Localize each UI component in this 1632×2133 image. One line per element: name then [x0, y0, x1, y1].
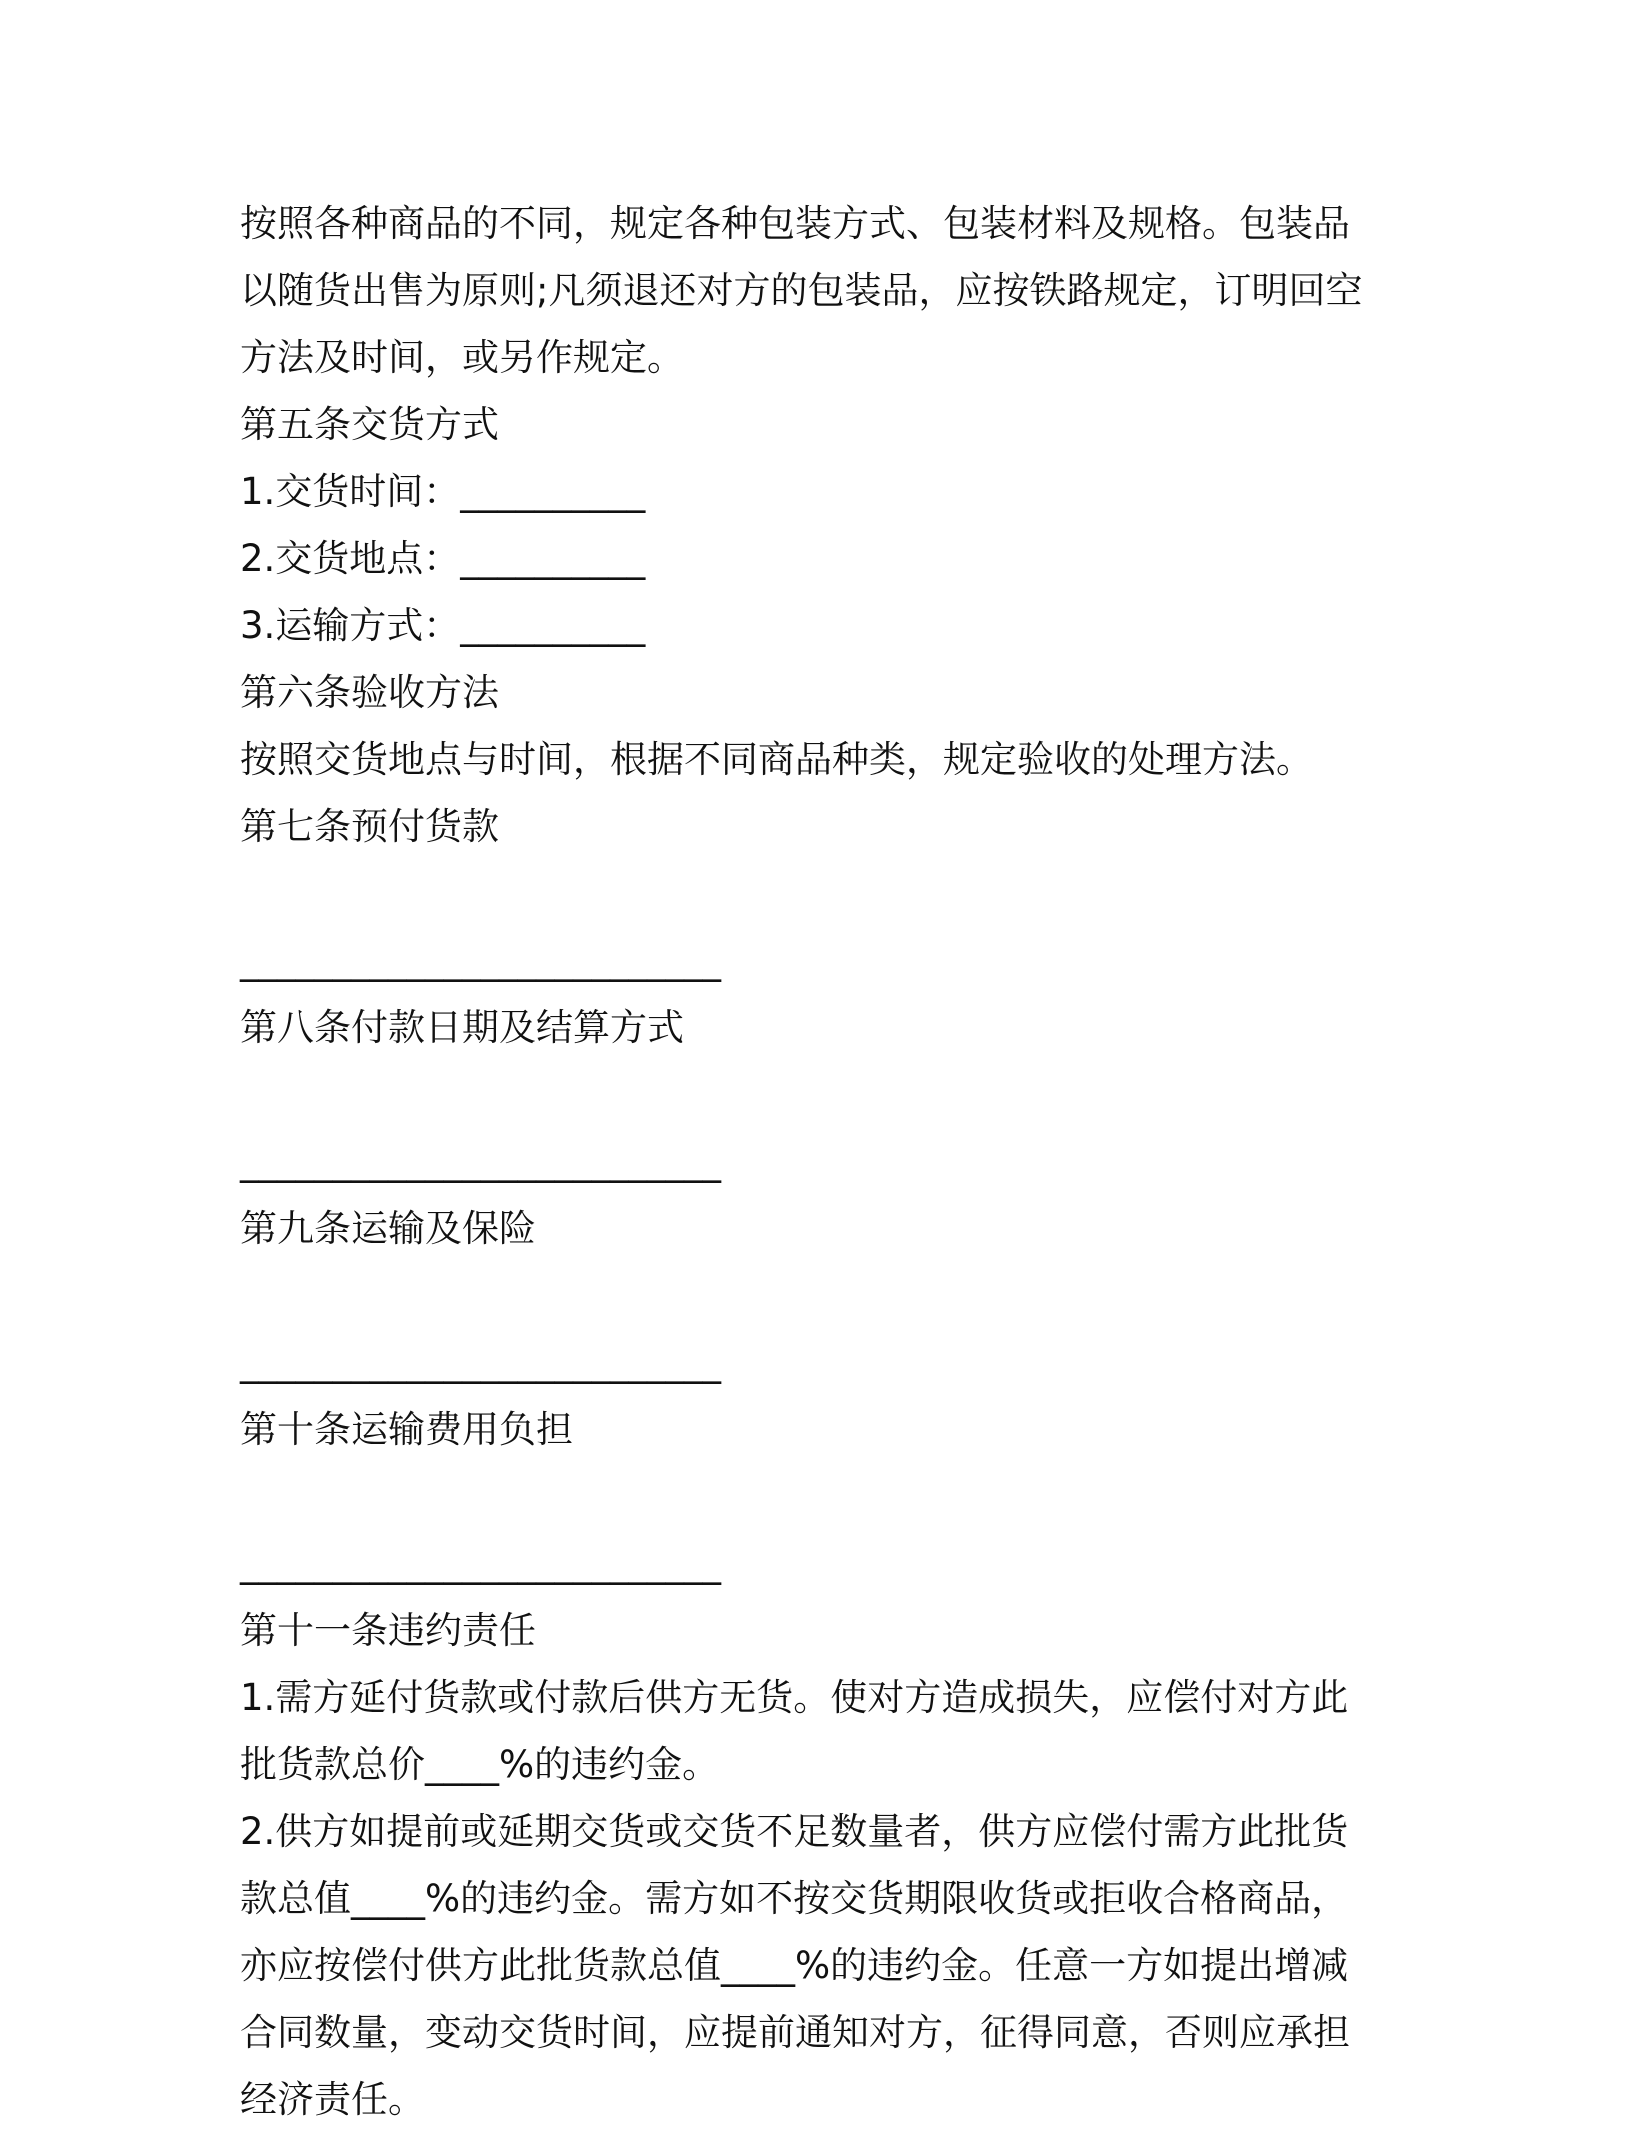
- paragraph-line: 以随货出售为原则;凡须退还对方的包装品，应按铁路规定，订明回空: [240, 269, 1363, 312]
- section-heading: 第七条预付货款: [240, 805, 499, 848]
- paragraph-line: 方法及时间，或另作规定。: [240, 336, 684, 379]
- paragraph-line: 合同数量，变动交货时间，应提前通知对方，征得同意，否则应承担: [240, 2011, 1350, 2054]
- list-item: 2.供方如提前或延期交货或交货不足数量者，供方应偿付需方此批货: [240, 1810, 1349, 1853]
- fill-in-blank: __________________________: [240, 1140, 721, 1183]
- section-heading: 第五条交货方式: [240, 403, 499, 446]
- section-heading: 第八条付款日期及结算方式: [240, 1006, 684, 1049]
- document-body: [240, 190, 1390, 2133]
- paragraph-line: 亦应按偿付供方此批货款总值____%的违约金。任意一方如提出增减: [240, 1944, 1349, 1987]
- paragraph-line: 款总值____%的违约金。需方如不按交货期限收货或拒收合格商品，: [240, 1877, 1349, 1920]
- section-heading: 第六条验收方法: [240, 671, 499, 714]
- fill-in-blank: __________________________: [240, 1341, 721, 1384]
- section-heading: 第十条运输费用负担: [240, 1408, 573, 1451]
- paragraph-line: 批货款总价____%的违约金。: [240, 1743, 720, 1786]
- section-heading: 第十一条违约责任: [240, 1609, 536, 1652]
- fill-in-blank: __________________________: [240, 1542, 721, 1585]
- list-item: 2.交货地点：__________: [240, 537, 646, 580]
- paragraph-line: 按照交货地点与时间，根据不同商品种类，规定验收的处理方法。: [240, 738, 1313, 781]
- paragraph-line: 按照各种商品的不同，规定各种包装方式、包装材料及规格。包装品: [240, 202, 1350, 245]
- fill-in-blank: __________________________: [240, 939, 721, 982]
- section-heading: 第九条运输及保险: [240, 1207, 536, 1250]
- list-item: 1.交货时间：__________: [240, 470, 646, 513]
- list-item: 3.运输方式：__________: [240, 604, 646, 647]
- paragraph-line: 经济责任。: [240, 2078, 425, 2121]
- list-item: 1.需方延付货款或付款后供方无货。使对方造成损失，应偿付对方此: [240, 1676, 1349, 1719]
